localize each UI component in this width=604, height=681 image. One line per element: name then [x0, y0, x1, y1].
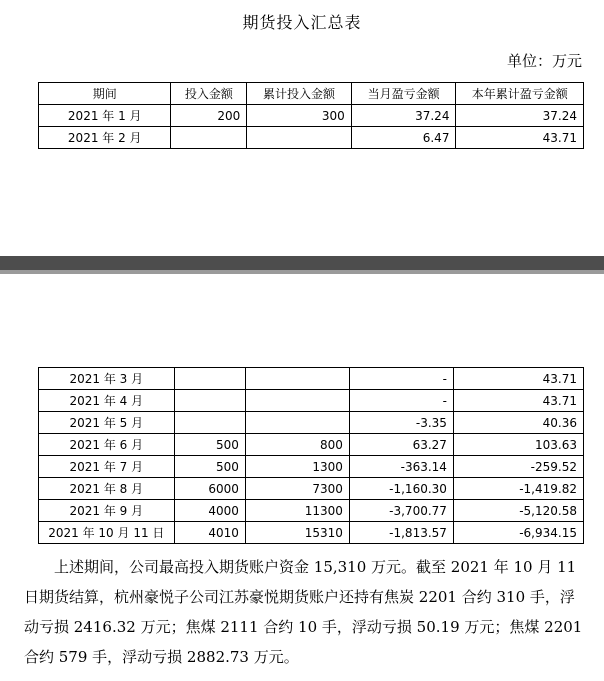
futures-summary-table-page2 [38, 367, 584, 544]
cell-invest: 500 [174, 434, 245, 456]
cell-period: 2021 年 8 月 [39, 478, 175, 500]
table-row [39, 368, 584, 390]
cell-invest [174, 390, 245, 412]
cell-cumulative [247, 127, 352, 149]
cell-invest: 500 [174, 456, 245, 478]
cell-cumulative [245, 368, 349, 390]
cell-ytd-pl: -6,934.15 [453, 522, 583, 544]
cell-monthly-pl: - [349, 368, 453, 390]
table-row [39, 105, 584, 127]
cell-invest [171, 127, 247, 149]
cell-ytd-pl: 40.36 [453, 412, 583, 434]
futures-summary-table-page1 [38, 82, 584, 149]
cell-cumulative: 7300 [245, 478, 349, 500]
cell-period: 2021 年 2 月 [39, 127, 171, 149]
cell-ytd-pl: 43.71 [453, 368, 583, 390]
cell-period: 2021 年 5 月 [39, 412, 175, 434]
table-row [39, 412, 584, 434]
cell-monthly-pl: 63.27 [349, 434, 453, 456]
document-title: 期货投入汇总表 [242, 13, 362, 32]
cell-period: 2021 年 7 月 [39, 456, 175, 478]
table-row [39, 127, 584, 149]
cell-cumulative: 800 [245, 434, 349, 456]
cell-invest: 4010 [174, 522, 245, 544]
cell-ytd-pl: 103.63 [453, 434, 583, 456]
table-row [39, 434, 584, 456]
cell-invest [174, 368, 245, 390]
page-break-shadow [0, 270, 604, 274]
cell-period: 2021 年 9 月 [39, 500, 175, 522]
header-cumulative: 累计投入金额 [247, 83, 352, 105]
cell-monthly-pl: -1,160.30 [349, 478, 453, 500]
header-monthly-pl: 当月盈亏金额 [351, 83, 456, 105]
cell-monthly-pl: 6.47 [351, 127, 456, 149]
cell-ytd-pl: 43.71 [456, 127, 584, 149]
cell-period: 2021 年 6 月 [39, 434, 175, 456]
cell-ytd-pl: -1,419.82 [453, 478, 583, 500]
cell-cumulative [245, 390, 349, 412]
table-row [39, 456, 584, 478]
cell-cumulative: 15310 [245, 522, 349, 544]
cell-invest: 6000 [174, 478, 245, 500]
cell-period: 2021 年 1 月 [39, 105, 171, 127]
cell-cumulative [245, 412, 349, 434]
cell-invest: 4000 [174, 500, 245, 522]
cell-cumulative: 1300 [245, 456, 349, 478]
cell-cumulative: 300 [247, 105, 352, 127]
cell-ytd-pl: 37.24 [456, 105, 584, 127]
cell-monthly-pl: -3,700.77 [349, 500, 453, 522]
cell-period: 2021 年 3 月 [39, 368, 175, 390]
header-ytd-pl: 本年累计盈亏金额 [456, 83, 584, 105]
summary-paragraph [24, 552, 584, 672]
cell-invest: 200 [171, 105, 247, 127]
header-period: 期间 [39, 83, 171, 105]
table-row [39, 478, 584, 500]
table-row [39, 390, 584, 412]
summary-text: 上述期间，公司最高投入期货账户资金 15,310 万元。截至 2021 年 10 月 11 日期货结算，杭州豪悦子公司江苏豪悦期货账户还持有焦炭 2201 合约 310 手，浮动亏损 2416.32 万元；焦煤 2111 合约 10 手，浮动亏损 50.19 万元；焦煤 2201 合约 579 手，浮动亏损 2882.73 万元。 [24, 558, 583, 666]
table-row [39, 522, 584, 544]
cell-monthly-pl: -363.14 [349, 456, 453, 478]
cell-monthly-pl: -3.35 [349, 412, 453, 434]
cell-period: 2021 年 10 月 11 日 [39, 522, 175, 544]
cell-ytd-pl: -5,120.58 [453, 500, 583, 522]
cell-cumulative: 11300 [245, 500, 349, 522]
page-break-divider [0, 256, 604, 270]
cell-ytd-pl: 43.71 [453, 390, 583, 412]
cell-invest [174, 412, 245, 434]
cell-monthly-pl: 37.24 [351, 105, 456, 127]
cell-monthly-pl: - [349, 390, 453, 412]
unit-label: 单位：万元 [506, 52, 582, 70]
cell-ytd-pl: -259.52 [453, 456, 583, 478]
table-header-row [39, 83, 584, 105]
table-row [39, 500, 584, 522]
cell-period: 2021 年 4 月 [39, 390, 175, 412]
header-invest: 投入金额 [171, 83, 247, 105]
cell-monthly-pl: -1,813.57 [349, 522, 453, 544]
